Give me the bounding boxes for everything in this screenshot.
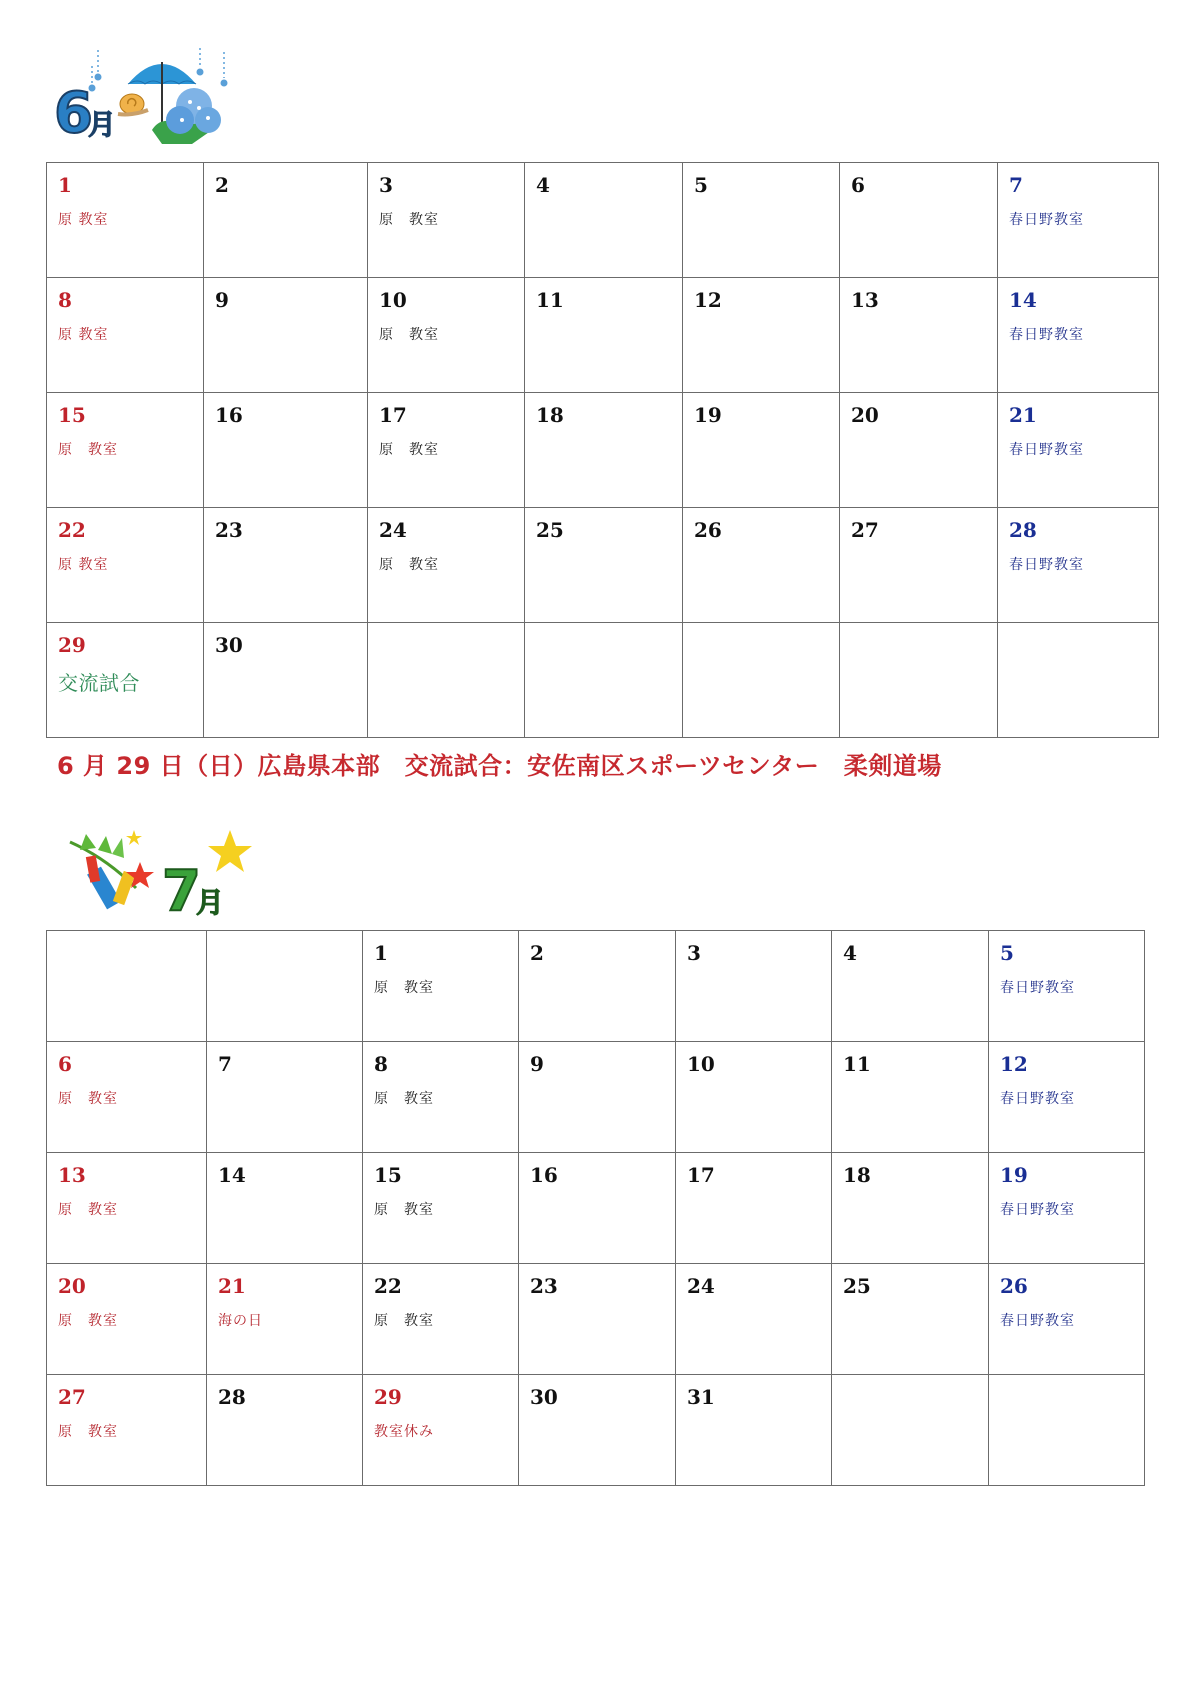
day-number: 24 [379, 518, 407, 542]
day-cell [368, 163, 525, 278]
day-number: 31 [687, 1385, 715, 1409]
day-number: 13 [58, 1163, 86, 1187]
day-note: 原 教室 [58, 212, 109, 228]
day-number: 10 [379, 288, 407, 312]
june-logo [52, 44, 242, 154]
week-row [47, 623, 1159, 738]
day-cell [525, 163, 683, 278]
day-cell [519, 1375, 676, 1486]
week-row [47, 163, 1159, 278]
week-row [47, 508, 1159, 623]
day-cell [989, 1375, 1145, 1486]
day-number: 25 [843, 1274, 871, 1298]
day-cell [519, 1264, 676, 1375]
day-cell [207, 1153, 363, 1264]
june-calendar [46, 162, 1159, 738]
svg-text:7: 7 [162, 859, 201, 920]
day-number: 30 [215, 633, 243, 657]
day-number: 6 [851, 173, 865, 197]
day-note: 原 教室 [374, 1202, 434, 1218]
day-note: 原 教室 [379, 212, 439, 228]
day-cell [676, 1264, 832, 1375]
week-row [47, 1375, 1145, 1486]
day-number: 1 [374, 941, 388, 965]
day-note: 原 教室 [58, 442, 118, 458]
july-weeks [47, 931, 1145, 1486]
day-number: 28 [1009, 518, 1037, 542]
day-cell [989, 1042, 1145, 1153]
day-cell [368, 508, 525, 623]
day-number: 13 [851, 288, 879, 312]
day-number: 11 [536, 288, 564, 312]
day-number: 5 [694, 173, 708, 197]
day-number: 10 [687, 1052, 715, 1076]
day-number: 3 [379, 173, 393, 197]
day-cell [47, 623, 204, 738]
day-cell [525, 393, 683, 508]
day-cell [363, 1153, 519, 1264]
day-note: 原 教室 [379, 557, 439, 573]
day-note: 原 教室 [379, 442, 439, 458]
day-cell [683, 508, 840, 623]
day-cell [207, 1264, 363, 1375]
week-row [47, 393, 1159, 508]
day-cell [519, 1042, 676, 1153]
day-cell [676, 1042, 832, 1153]
day-cell [998, 163, 1159, 278]
day-cell [998, 508, 1159, 623]
day-cell [204, 163, 368, 278]
day-cell [363, 931, 519, 1042]
day-number: 27 [851, 518, 879, 542]
day-number: 29 [374, 1385, 402, 1409]
day-cell [998, 393, 1159, 508]
day-note: 原 教室 [58, 1424, 118, 1440]
day-cell [840, 163, 998, 278]
day-note: 春日野教室 [1009, 212, 1084, 228]
day-cell [832, 931, 989, 1042]
day-note: 教室休み [374, 1424, 434, 1440]
day-cell [676, 931, 832, 1042]
day-number: 29 [58, 633, 86, 657]
july-calendar [46, 930, 1145, 1486]
day-cell [840, 623, 998, 738]
day-note: 春日野教室 [1000, 1091, 1075, 1107]
june-number-icon [54, 81, 116, 146]
day-number: 17 [379, 403, 407, 427]
day-number: 4 [843, 941, 857, 965]
june-weeks [47, 163, 1159, 738]
day-number: 21 [1009, 403, 1037, 427]
day-number: 23 [215, 518, 243, 542]
day-number: 11 [843, 1052, 871, 1076]
week-row [47, 278, 1159, 393]
day-cell [832, 1153, 989, 1264]
day-number: 25 [536, 518, 564, 542]
day-number: 14 [218, 1163, 246, 1187]
day-number: 24 [687, 1274, 715, 1298]
day-cell [47, 393, 204, 508]
day-cell [204, 623, 368, 738]
day-cell [47, 931, 207, 1042]
day-number: 8 [58, 288, 72, 312]
day-cell [525, 508, 683, 623]
day-cell [207, 931, 363, 1042]
day-number: 14 [1009, 288, 1037, 312]
day-note: 原 教室 [374, 1091, 434, 1107]
day-cell [832, 1264, 989, 1375]
day-number: 20 [851, 403, 879, 427]
day-number: 6 [58, 1052, 72, 1076]
day-note: 春日野教室 [1009, 327, 1084, 343]
day-number: 17 [687, 1163, 715, 1187]
event-announcement: 6 月 29 日（日）広島県本部 交流試合：安佐南区スポーツセンター 柔剣道場 [57, 752, 942, 780]
day-cell [683, 393, 840, 508]
day-number: 23 [530, 1274, 558, 1298]
day-cell [840, 393, 998, 508]
day-number: 12 [1000, 1052, 1028, 1076]
snail-icon [118, 94, 148, 115]
day-number: 30 [530, 1385, 558, 1409]
day-number: 15 [374, 1163, 402, 1187]
day-cell [207, 1042, 363, 1153]
day-cell [840, 508, 998, 623]
day-cell [47, 278, 204, 393]
day-cell [368, 623, 525, 738]
svg-text:月: 月 [88, 108, 117, 141]
day-cell [363, 1042, 519, 1153]
day-cell [519, 1153, 676, 1264]
week-row [47, 1153, 1145, 1264]
day-note: 春日野教室 [1009, 557, 1084, 573]
day-cell [989, 1153, 1145, 1264]
july-number-icon [162, 859, 224, 920]
svg-text:6: 6 [54, 81, 93, 146]
day-cell [204, 508, 368, 623]
day-cell [363, 1264, 519, 1375]
day-note: 海の日 [218, 1313, 263, 1329]
day-note: 交流試合 [58, 671, 140, 695]
day-note: 原 教室 [58, 327, 109, 343]
day-cell [47, 1375, 207, 1486]
day-number: 15 [58, 403, 86, 427]
day-cell [683, 278, 840, 393]
day-number: 1 [58, 173, 72, 197]
day-cell [683, 623, 840, 738]
svg-text:月: 月 [196, 886, 225, 919]
day-cell [47, 163, 204, 278]
week-row [47, 931, 1145, 1042]
day-number: 7 [1009, 173, 1023, 197]
day-number: 19 [694, 403, 722, 427]
day-number: 7 [218, 1052, 232, 1076]
day-cell [47, 1264, 207, 1375]
day-cell [519, 931, 676, 1042]
day-cell [832, 1042, 989, 1153]
day-number: 22 [58, 518, 86, 542]
day-cell [47, 1153, 207, 1264]
day-cell [998, 278, 1159, 393]
day-number: 21 [218, 1274, 246, 1298]
day-note: 原 教室 [58, 1091, 118, 1107]
tanabata-bamboo-icon [70, 834, 136, 909]
day-number: 2 [530, 941, 544, 965]
day-note: 春日野教室 [1000, 980, 1075, 996]
day-number: 3 [687, 941, 701, 965]
day-number: 26 [1000, 1274, 1028, 1298]
day-cell [683, 163, 840, 278]
day-note: 春日野教室 [1000, 1313, 1075, 1329]
day-number: 26 [694, 518, 722, 542]
day-number: 16 [530, 1163, 558, 1187]
day-note: 原 教室 [58, 1313, 118, 1329]
day-cell [840, 278, 998, 393]
day-cell [204, 393, 368, 508]
day-number: 16 [215, 403, 243, 427]
day-cell [368, 393, 525, 508]
day-cell [989, 1264, 1145, 1375]
day-note: 原 教室 [379, 327, 439, 343]
day-cell [47, 508, 204, 623]
day-number: 19 [1000, 1163, 1028, 1187]
week-row [47, 1042, 1145, 1153]
day-note: 原 教室 [374, 1313, 434, 1329]
day-cell [998, 623, 1159, 738]
day-cell [989, 931, 1145, 1042]
day-cell [676, 1375, 832, 1486]
day-cell [525, 623, 683, 738]
day-number: 18 [843, 1163, 871, 1187]
day-number: 5 [1000, 941, 1014, 965]
day-note: 春日野教室 [1000, 1202, 1075, 1218]
day-note: 春日野教室 [1009, 442, 1084, 458]
week-row [47, 1264, 1145, 1375]
day-number: 8 [374, 1052, 388, 1076]
day-note: 原 教室 [374, 980, 434, 996]
day-cell [47, 1042, 207, 1153]
day-number: 2 [215, 173, 229, 197]
day-cell [368, 278, 525, 393]
day-number: 9 [215, 288, 229, 312]
day-number: 22 [374, 1274, 402, 1298]
july-logo [66, 828, 256, 920]
day-note: 原 教室 [58, 1202, 118, 1218]
day-cell [207, 1375, 363, 1486]
day-number: 4 [536, 173, 550, 197]
day-cell [676, 1153, 832, 1264]
day-note: 原 教室 [58, 557, 109, 573]
day-number: 28 [218, 1385, 246, 1409]
day-number: 18 [536, 403, 564, 427]
day-cell [363, 1375, 519, 1486]
day-cell [525, 278, 683, 393]
day-cell [832, 1375, 989, 1486]
day-number: 20 [58, 1274, 86, 1298]
day-number: 12 [694, 288, 722, 312]
day-number: 9 [530, 1052, 544, 1076]
day-number: 27 [58, 1385, 86, 1409]
day-cell [204, 278, 368, 393]
